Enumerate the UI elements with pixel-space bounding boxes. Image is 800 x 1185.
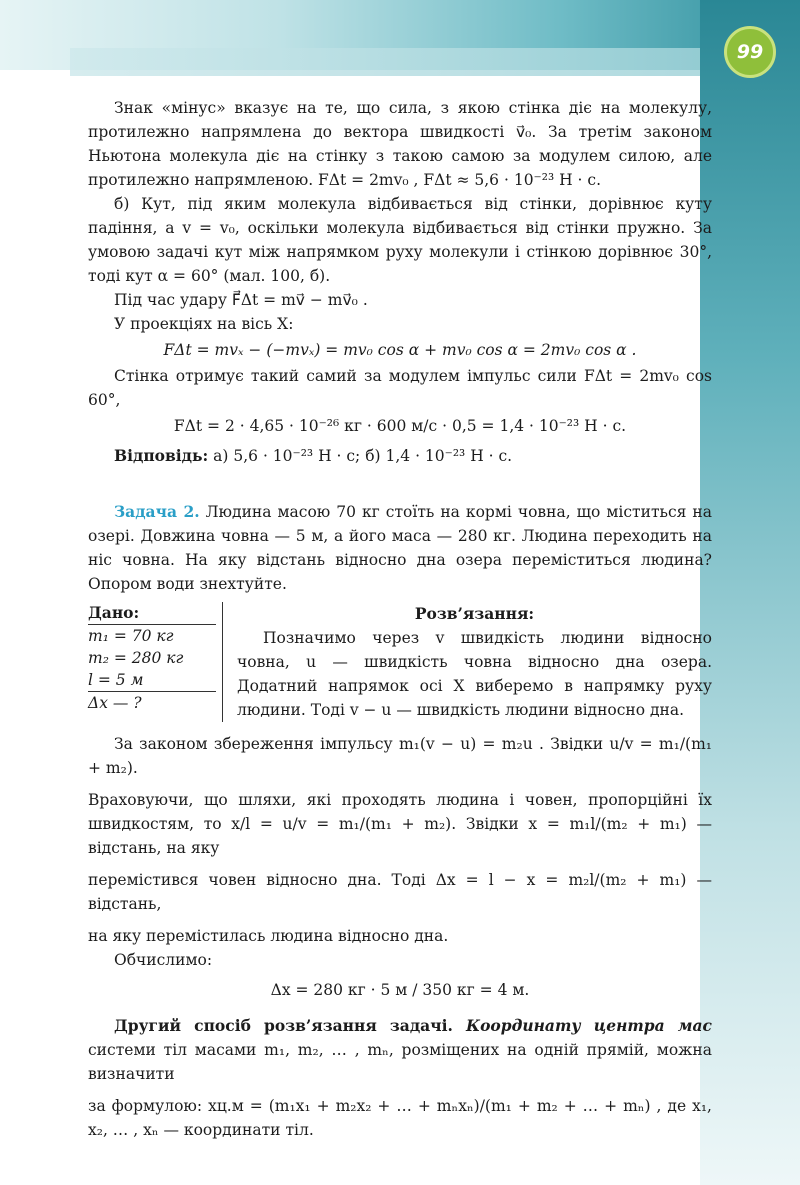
- boat-line: перемістився човен відносно дна. Тоді Δx = l − x = m₂l/(m₂ + m₁) — відстань,: [88, 871, 712, 913]
- answer-label: Відповідь:: [114, 446, 209, 465]
- given-item: m₁ = 70 кг: [88, 627, 174, 645]
- person-line: на яку перемістилась людина відносно дна.: [88, 927, 449, 945]
- task2-label: Задача 2.: [114, 502, 200, 521]
- method2-formula: за формулою: xц.м = (m₁x₁ + m₂x₂ + … + mₙxₙ)/(m₁ + m₂ + … + mₙ) , де x₁, x₂, … , xₙ — координати тіл.: [88, 1097, 712, 1139]
- header-strip: [70, 48, 730, 76]
- compute-formula: Δx = 280 кг · 5 м / 350 кг = 4 м.: [270, 981, 530, 999]
- task2-text: Людина масою 70 кг стоїть на кормі човна, що міститься на озері. Довжина човна — 5 м, а його маса — 280 кг. Людина переходить на ніс човна. На яку відстань відносно дна озера переміститься людина? Опором води знехтуйте.: [88, 503, 712, 593]
- solution-text: Позначимо через v швидкість людини відносно човна, u — швидкість човна відносно дна озера. Додатний напрямок осі X виберемо в напрямку руху людини. Тоді v − u — швидкість людини відносно дна.: [237, 629, 712, 719]
- paragraph-minus-sign: Знак «мінус» вказує на те, що сила, з якою стінка діє на молекулу, протилежно напрямлена до вектора швидкості v⃗₀. За третім законом Ньютона молекула діє на стінку з такою самою за модулем силою, але протилежно напрямленою. FΔt = 2mv₀ , FΔt ≈ 5,6 · 10⁻²³ Н · с.: [88, 99, 712, 189]
- find-item: Δx — ?: [88, 694, 142, 712]
- page-content: [88, 96, 712, 1142]
- method2-italic: Координату центра мас: [452, 1016, 712, 1035]
- solution-column: [223, 602, 713, 722]
- formula-impulse-value: FΔt = 2 · 4,65 · 10⁻²⁶ кг · 600 м/с · 0,5 = 1,4 · 10⁻²³ Н · с.: [173, 417, 627, 435]
- method2-paragraph: [88, 1014, 712, 1086]
- momentum-line: За законом збереження імпульсу m₁(v − u) = m₂u . Звідки u/v = m₁/(m₁ + m₂).: [88, 735, 712, 777]
- given-item: m₂ = 280 кг: [88, 649, 184, 667]
- formula-projection: FΔt = mvₓ − (−mvₓ) = mv₀ cos α + mv₀ cos α = 2mv₀ cos α .: [163, 341, 637, 359]
- answer-text: а) 5,6 · 10⁻²³ Н · с; б) 1,4 · 10⁻²³ Н · с.: [208, 447, 513, 465]
- paragraph-angle: б) Кут, під яким молекула відбивається від стінки, дорівнює куту падіння, а v = v₀, оскільки молекула відбивається від стінки пружно. За умовою задачі кут між напрямком руху молекули і стінкою дорівнює 30°, тоді кут α = 60° (мал. 100, б).: [88, 195, 712, 285]
- paths-line: Враховуючи, що шляхи, які проходять людина і човен, пропорційні їх швидкостям, то x/l = u/v = m₁/(m₁ + m₂). Звідки x = m₁l/(m₂ + m₁) — відстань, на яку: [88, 791, 712, 857]
- spacer: [88, 468, 712, 500]
- paragraph-impulse: Стінка отримує такий самий за модулем імпульс сили FΔt = 2mv₀ cos 60°,: [88, 367, 712, 409]
- decorative-sidebar: [700, 0, 800, 1185]
- task2-statement: [88, 500, 712, 596]
- paragraph-impact: Під час удару F⃗Δt = mv⃗ − mv⃗₀ .: [114, 291, 368, 309]
- solution-header: Розв’язання:: [414, 604, 535, 623]
- compute-label: Обчислимо:: [114, 951, 213, 969]
- given-item: l = 5 м: [88, 669, 216, 692]
- paragraph-projection: У проекціях на вісь X:: [114, 315, 294, 333]
- answer-line: [88, 444, 712, 468]
- given-solution-table: [88, 602, 712, 722]
- method2-label: Другий спосіб розв’язання задачі.: [114, 1016, 453, 1035]
- given-header: Дано:: [88, 602, 216, 625]
- method2-text: системи тіл масами m₁, m₂, … , mₙ, розміщених на одній прямій, можна визначити: [88, 1041, 712, 1083]
- given-column: [88, 602, 223, 722]
- page-number-badge: 99: [724, 26, 776, 78]
